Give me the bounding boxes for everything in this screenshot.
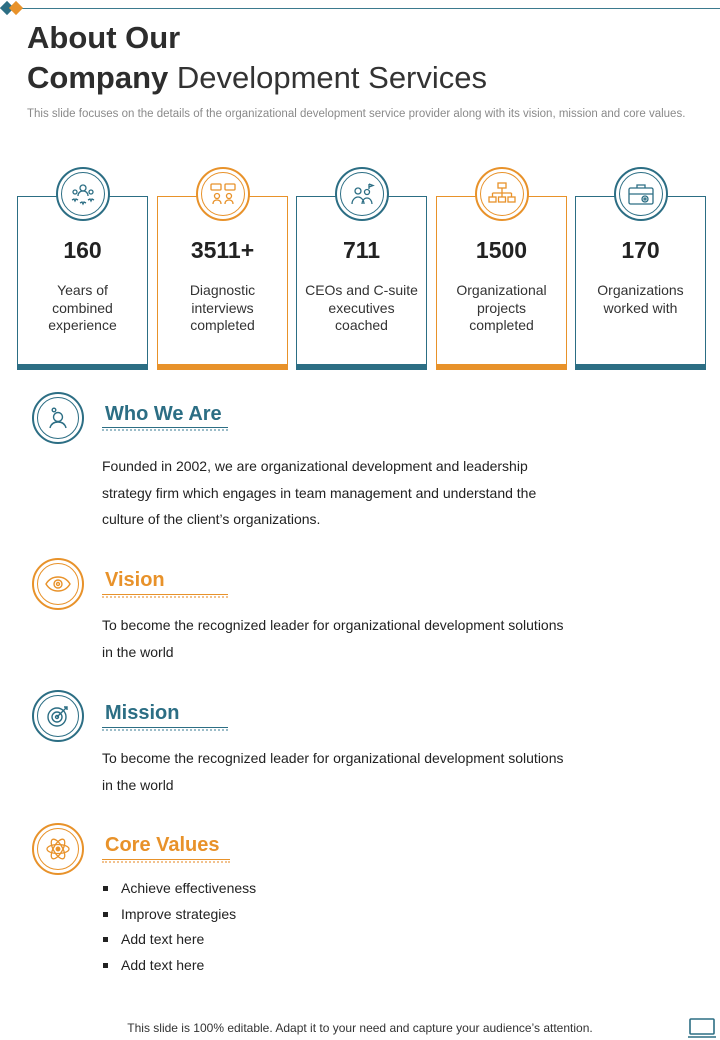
stat-card-projects [436,196,567,366]
atom-icon [32,823,84,875]
page-title [27,18,487,98]
heading-underline [102,427,228,431]
heading-underline [102,594,228,598]
interview-chat-icon [196,167,250,221]
stat-card-organizations [575,196,706,366]
stats-row [0,166,720,368]
heading-underline [102,859,230,863]
person-thought-icon [32,392,84,444]
corner-diamonds-logo [0,0,26,16]
stat-value: 711 [342,237,381,263]
page-subtitle: This slide focuses on the details of the organizational development service provider along with its vision, mission and core values. [27,108,686,120]
stat-label: Diagnostic interviews completed [189,282,256,333]
eye-icon [32,558,84,610]
org-chart-icon [475,167,529,221]
stat-value: 1500 [475,237,528,263]
stat-card-interviews [157,196,288,366]
title-bold-word: Company [27,60,169,95]
target-icon [32,690,84,742]
list-item: Achieve effectiveness [102,876,256,902]
core-values-heading: Core Values [105,834,220,856]
list-item: Add text here [102,927,256,953]
vision-heading: Vision [105,569,165,591]
title-line-2 [27,58,487,98]
title-line-1: About Our [27,20,181,55]
who-we-are-heading: Who We Are [105,403,222,425]
core-values-list [102,876,256,978]
monitor-icon [688,1018,716,1038]
stat-value: 3511+ [190,237,255,263]
heading-underline [102,727,228,731]
stat-label: Organizations worked with [597,282,684,316]
list-item: Improve strategies [102,902,256,928]
footer-note: This slide is 100% editable. Adapt it to your need and capture your audience’s attention. [127,1021,593,1035]
coach-people-icon [335,167,389,221]
stat-value: 170 [621,237,660,263]
stat-label: Organizational projects completed [456,282,547,333]
who-we-are-text: Founded in 2002, we are organizational development and leadership strategy firm which engages in team management and understand the culture of the client’s organizations. [102,458,537,527]
stat-accent-bar [157,364,288,370]
stat-accent-bar [436,364,567,370]
stat-card-ceos [296,196,427,366]
stat-accent-bar [296,364,427,370]
stat-label: CEOs and C-suite executives coached [305,282,418,333]
top-rule [18,8,720,9]
stat-label: Years of combined experience [48,282,117,333]
briefcase-gear-icon [614,167,668,221]
stat-card-years [17,196,148,366]
team-stars-icon [56,167,110,221]
title-rest: Development Services [176,60,488,95]
stat-accent-bar [17,364,148,370]
stat-value: 160 [63,237,102,263]
mission-heading: Mission [105,702,180,724]
mission-text: To become the recognized leader for organizational development solutions in the world [102,750,564,793]
vision-text: To become the recognized leader for organizational development solutions in the world [102,617,564,660]
list-item: Add text here [102,953,256,979]
stat-accent-bar [575,364,706,370]
